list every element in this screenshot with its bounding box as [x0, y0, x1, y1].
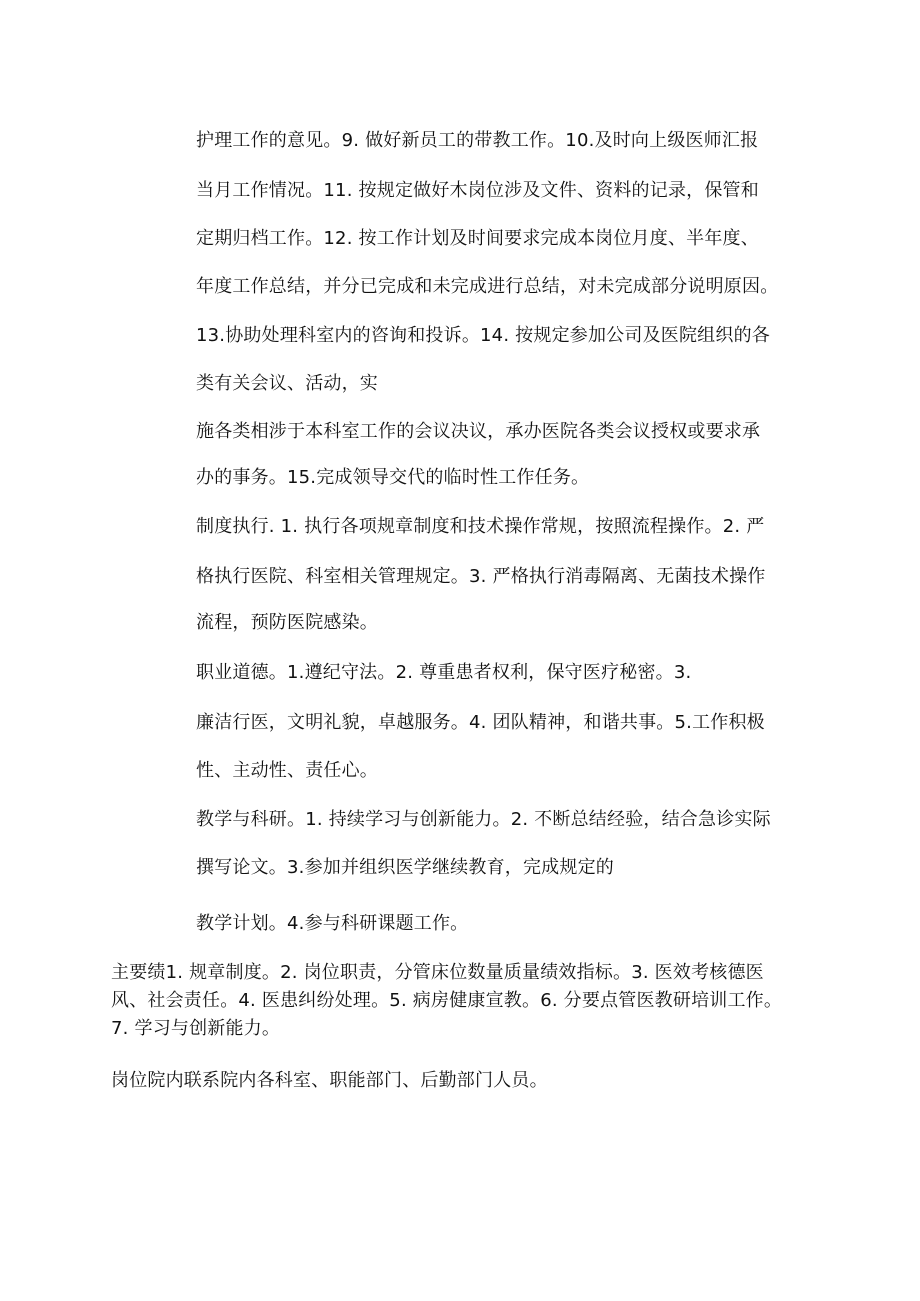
text-line: 7. 学习与创新能力。 [111, 1018, 281, 1039]
text-line: 教学与科研。1. 持续学习与创新能力。2. 不断总结经验，结合急诊实际 [196, 809, 771, 830]
text-line: 性、主动性、责任心。 [196, 760, 378, 781]
text-line: 廉洁行医，文明礼貌，卓越服务。4. 团队精神，和谐共事。5.工作积极 [196, 712, 765, 733]
text-line: 定期归档工作。12. 按工作计划及时间要求完成本岗位月度、半年度、 [196, 228, 759, 249]
text-line: 类有关会议、活动，实 [196, 373, 378, 394]
text-line: 年度工作总结，并分已完成和未完成进行总结，对未完成部分说明原因。 [196, 276, 779, 297]
text-line: 教学计划。4.参与科研课题工作。 [196, 913, 469, 934]
text-line: 主要绩1. 规章制度。2. 岗位职责，分管床位数量质量绩效指标。3. 医效考核德医 [111, 962, 764, 983]
text-line: 岗位院内联系院内各科室、职能部门、后勤部门人员。 [111, 1070, 548, 1091]
text-line: 格执行医院、科室相关管理规定。3. 严格执行消毒隔离、无菌技术操作 [196, 566, 766, 587]
text-line: 13.协助处理科室内的咨询和投诉。14. 按规定参加公司及医院组织的各 [196, 325, 770, 346]
text-line: 护理工作的意见。9. 做好新员工的带教工作。10.及时向上级医师汇报 [196, 130, 759, 151]
text-line: 流程，预防医院感染。 [196, 612, 378, 633]
text-line: 职业道德。1.遵纪守法。2. 尊重患者权利，保守医疗秘密。3. [196, 662, 692, 683]
text-line: 当月工作情况。11. 按规定做好木岗位涉及文件、资料的记录，保管和 [196, 180, 759, 201]
text-line: 撰写论文。3.参加并组织医学继续教育，完成规定的 [196, 857, 614, 878]
text-line: 制度执行. 1. 执行各项规章制度和技术操作常规，按照流程操作。2. 严 [196, 516, 765, 537]
text-line: 风、社会责任。4. 医患纠纷处理。5. 病房健康宣教。6. 分要点管医教研培训工作。 [111, 990, 783, 1011]
text-line: 施各类相涉于本科室工作的会议决议，承办医院各类会议授权或要求承 [196, 421, 761, 442]
text-line: 办的事务。15.完成领导交代的临时性工作任务。 [196, 467, 590, 488]
